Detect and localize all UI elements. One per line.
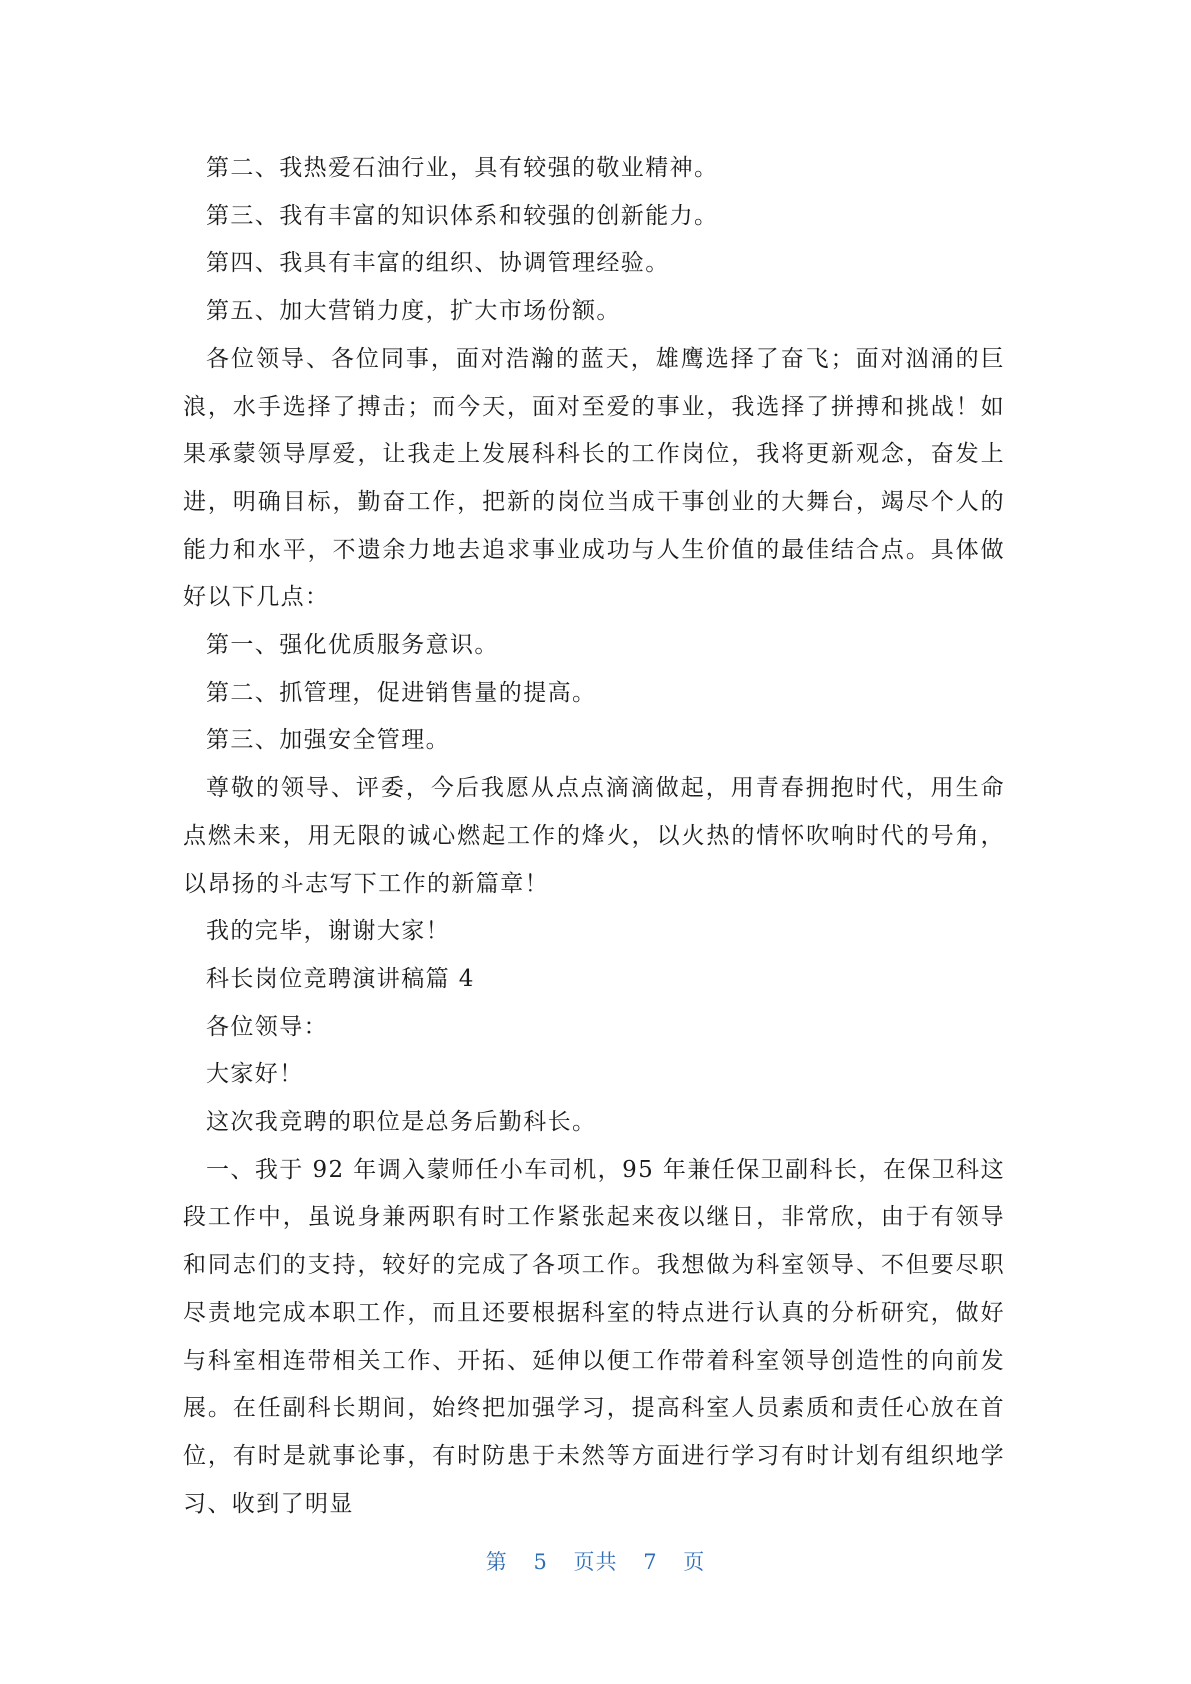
paragraph: 第一、强化优质服务意识。 bbox=[206, 632, 499, 659]
document-body bbox=[183, 145, 1005, 1528]
paragraph: 各位领导、各位同事，面对浩瀚的蓝天，雄鹰选择了奋飞；面对汹涌的巨浪，水手选择了搏击；而今天，面对至爱的事业，我选择了拼搏和挑战！如果承蒙领导厚爱，让我走上发展科科长的工作岗位，我将更新观念，奋发上进，明确目标，勤奋工作，把新的岗位当成干事创业的大舞台，竭尽个人的能力和水平，不遗余力地去追求事业成功与人生价值的最佳结合点。具体做好以下几点： bbox=[183, 345, 1005, 611]
footer-suffix: 页 bbox=[683, 1550, 706, 1574]
paragraph: 大家好！ bbox=[206, 1061, 304, 1088]
paragraph: 这次我竞聘的职位是总务后勤科长。 bbox=[206, 1109, 597, 1136]
paragraph: 第二、抓管理，促进销售量的提高。 bbox=[206, 679, 597, 706]
page-footer bbox=[0, 1546, 1191, 1576]
footer-total-pages: 7 bbox=[643, 1550, 658, 1574]
footer-middle: 页共 bbox=[573, 1550, 618, 1574]
paragraph: 各位领导： bbox=[206, 1013, 328, 1040]
paragraph: 第三、加强安全管理。 bbox=[206, 727, 450, 754]
footer-prefix: 第 bbox=[485, 1550, 508, 1574]
paragraph: 第三、我有丰富的知识体系和较强的创新能力。 bbox=[206, 202, 719, 229]
paragraph: 尊敬的领导、评委，今后我愿从点点滴滴做起，用青春拥抱时代，用生命点燃未来，用无限的诚心燃起工作的烽火，以火热的情怀吹响时代的号角，以昂扬的斗志写下工作的新篇章！ bbox=[183, 775, 1005, 897]
paragraph: 第五、加大营销力度，扩大市场份额。 bbox=[206, 298, 621, 325]
footer-current-page: 5 bbox=[533, 1550, 548, 1574]
paragraph: 第四、我具有丰富的组织、协调管理经验。 bbox=[206, 250, 670, 277]
paragraph: 我的完毕，谢谢大家！ bbox=[206, 918, 450, 945]
paragraph: 一、我于 92 年调入蒙师任小车司机，95 年兼任保卫副科长，在保卫科这段工作中，虽说身兼两职有时工作紧张起来夜以继日，非常欣，由于有领导和同志们的支持，较好的完成了各项工作。我想做为科室领导、不但要尽职尽责地完成本职工作，而且还要根据科室的特点进行认真的分析研究，做好与科室相连带相关工作、开拓、延伸以便工作带着科室领导创造性的向前发展。在任副科长期间，始终把加强学习，提高科室人员素质和责任心放在首位，有时是就事论事，有时防患于未然等方面进行学习有时计划有组织地学习、收到了明显 bbox=[183, 1156, 1005, 1517]
section-heading: 科长岗位竞聘演讲稿篇 4 bbox=[206, 965, 475, 992]
paragraph: 第二、我热爱石油行业，具有较强的敬业精神。 bbox=[206, 155, 719, 181]
